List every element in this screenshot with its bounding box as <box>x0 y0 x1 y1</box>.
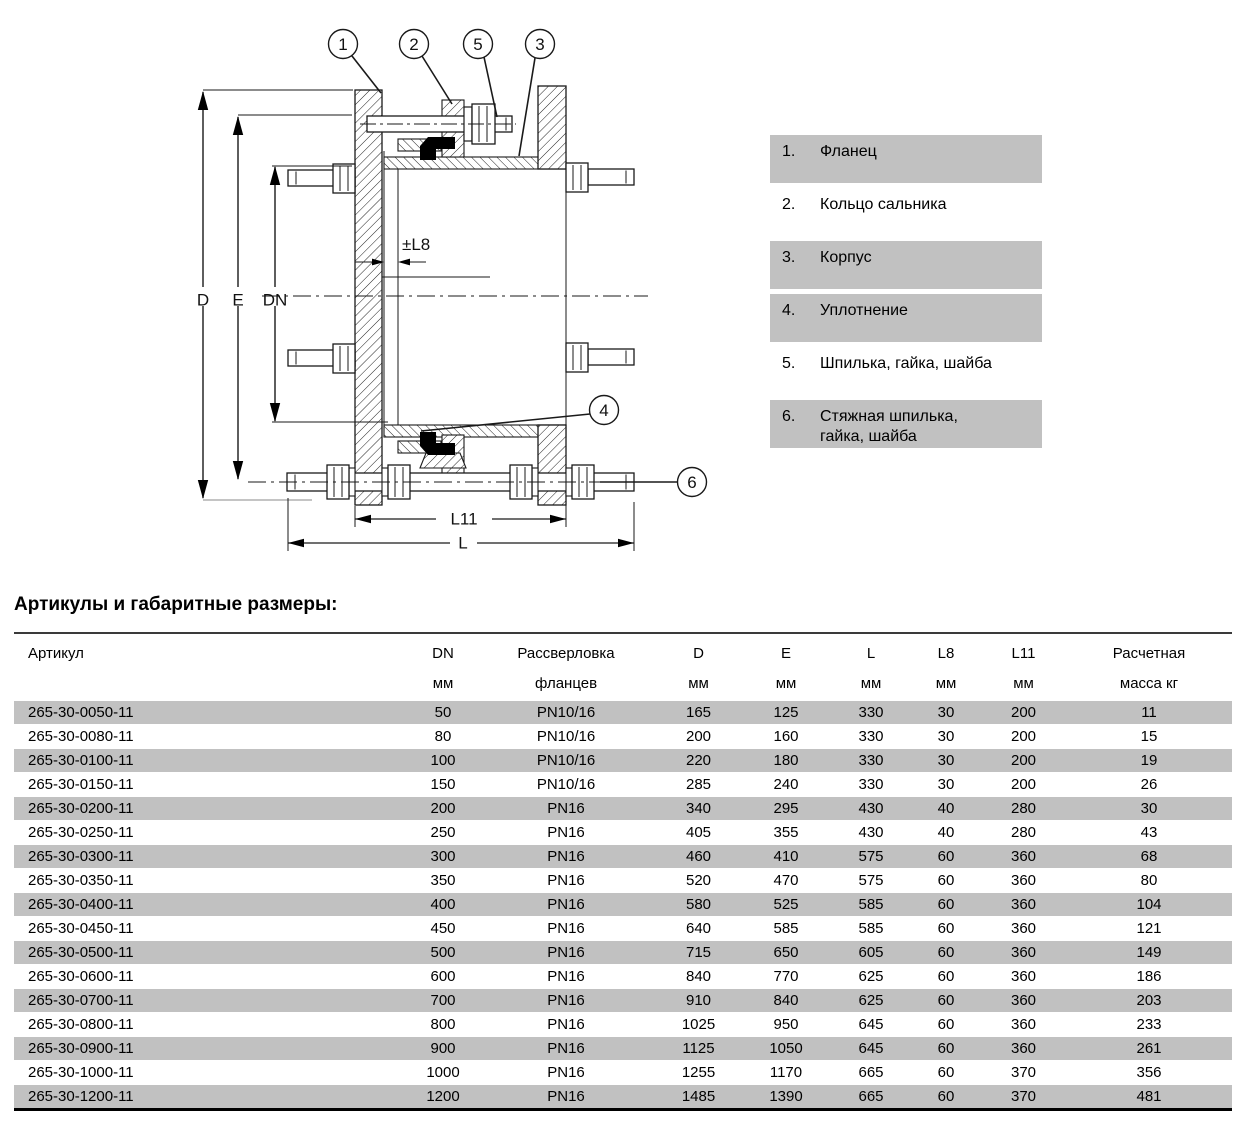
table-row <box>14 797 1232 821</box>
table-cell: 265-30-0080-11 <box>28 728 134 745</box>
table-cell: 360 <box>1010 920 1037 937</box>
table-cell: 910 <box>685 992 712 1009</box>
table-cell: 265-30-0900-11 <box>28 1040 134 1057</box>
table-cell: 60 <box>937 944 955 961</box>
table-cell: 295 <box>773 800 799 817</box>
table-cell: 840 <box>685 968 712 985</box>
table-cell: 125 <box>773 704 799 721</box>
table-cell: 360 <box>1010 1016 1037 1033</box>
table-cell: 500 <box>430 944 456 961</box>
table-row <box>14 821 1232 845</box>
table-cell: PN16 <box>547 968 585 985</box>
svg-text:DN: DN <box>262 290 288 310</box>
legend-item-number: 4. <box>782 302 796 319</box>
table-row <box>14 725 1232 749</box>
table-cell: 360 <box>1010 896 1037 913</box>
table-cell: 460 <box>685 848 712 865</box>
legend-item-number: 1. <box>782 143 796 160</box>
table-cell: 665 <box>858 1088 884 1105</box>
table-cell: 625 <box>858 968 884 985</box>
legend-item-2 <box>770 188 1042 236</box>
table-row <box>14 1061 1232 1085</box>
legend-item-3 <box>770 241 1042 289</box>
table-cell: PN16 <box>547 848 585 865</box>
table-cell: 203 <box>1136 992 1162 1009</box>
table-cell: 233 <box>1136 1016 1162 1033</box>
legend-item-label: Фланец <box>820 143 877 160</box>
table-cell: 950 <box>773 1016 799 1033</box>
table-cell: 360 <box>1010 1040 1037 1057</box>
table-cell: PN16 <box>547 800 585 817</box>
table-cell: 30 <box>937 728 955 745</box>
table-cell: 200 <box>1010 752 1037 769</box>
legend-item-4 <box>770 294 1042 342</box>
legend-item-label: Кольцо сальника <box>820 196 947 213</box>
table-cell: 330 <box>858 776 884 793</box>
table-cell: 60 <box>937 992 955 1009</box>
table-cell: 330 <box>858 728 884 745</box>
table-cell: 360 <box>1010 968 1037 985</box>
table-cell: 265-30-0050-11 <box>28 704 134 721</box>
table-cell: 165 <box>685 704 712 721</box>
table-cell: 60 <box>937 896 955 913</box>
column-header-mass: Расчетная масса кг <box>1112 645 1186 692</box>
column-header-artikul: Артикул <box>28 645 84 662</box>
table-title: Артикулы и габаритные размеры: <box>14 594 338 615</box>
table-cell: 355 <box>773 824 799 841</box>
table-cell: 15 <box>1140 728 1158 745</box>
table-cell: 200 <box>430 800 456 817</box>
table-cell: PN10/16 <box>536 728 596 745</box>
table-cell: 575 <box>858 848 884 865</box>
table-cell: PN10/16 <box>536 704 596 721</box>
dimensions-table <box>14 632 1232 1111</box>
table-cell: PN16 <box>547 872 585 889</box>
table-cell: 265-30-0400-11 <box>28 896 134 913</box>
legend-item-number: 5. <box>782 355 796 372</box>
column-header-l8: L8 мм <box>935 645 957 692</box>
table-cell: 450 <box>430 920 456 937</box>
table-cell: 1200 <box>426 1088 460 1105</box>
table-cell: 261 <box>1136 1040 1162 1057</box>
table-cell: 840 <box>773 992 799 1009</box>
table-cell: 11 <box>1141 704 1157 721</box>
table-cell: 265-30-0600-11 <box>28 968 134 985</box>
dismantling-joint-drawing <box>0 0 740 580</box>
table-cell: 50 <box>434 704 452 721</box>
table-cell: 625 <box>858 992 884 1009</box>
column-header-dn: DN мм <box>432 645 454 692</box>
table-cell: PN16 <box>547 896 585 913</box>
table-cell: 280 <box>1010 824 1037 841</box>
table-cell: 645 <box>858 1040 884 1057</box>
table-cell: 356 <box>1136 1064 1162 1081</box>
right-flange <box>538 86 566 505</box>
table-cell: 585 <box>858 896 884 913</box>
table-cell: 640 <box>685 920 712 937</box>
legend-item-label: Стяжная шпилька, гайка, шайба <box>820 408 958 445</box>
svg-text:L11: L11 <box>450 509 478 529</box>
table-cell: 60 <box>937 968 955 985</box>
table-row <box>14 1085 1232 1110</box>
table-cell: PN16 <box>547 992 585 1009</box>
flange-bolts <box>288 163 634 373</box>
callout-4: 4 <box>599 401 609 420</box>
table-cell: 665 <box>858 1064 884 1081</box>
legend-item-number: 3. <box>782 249 796 266</box>
table-cell: 60 <box>937 920 955 937</box>
table-cell: 150 <box>430 776 456 793</box>
table-cell: PN16 <box>547 1064 585 1081</box>
callout-3: 3 <box>535 35 545 54</box>
table-cell: 60 <box>937 1088 955 1105</box>
svg-text:±L8: ±L8 <box>402 235 431 254</box>
table-cell: 200 <box>685 728 712 745</box>
table-cell: 149 <box>1136 944 1162 961</box>
table-cell: 60 <box>937 848 955 865</box>
legend-item-1 <box>770 135 1042 183</box>
table-cell: 30 <box>1140 800 1158 817</box>
svg-text:E: E <box>232 290 244 310</box>
table-row <box>14 965 1232 989</box>
table-cell: 430 <box>858 800 884 817</box>
table-cell: 1025 <box>681 1016 716 1033</box>
table-cell: 30 <box>937 752 955 769</box>
table-cell: 370 <box>1010 1088 1037 1105</box>
table-cell: 285 <box>685 776 712 793</box>
table-cell: 265-30-0200-11 <box>28 800 134 817</box>
table-cell: 360 <box>1010 872 1037 889</box>
table-row <box>14 941 1232 965</box>
table-cell: 580 <box>685 896 712 913</box>
table-cell: 280 <box>1010 800 1037 817</box>
legend-item-5 <box>770 347 1042 395</box>
table-cell: 68 <box>1140 848 1158 865</box>
column-header-e: E мм <box>775 645 797 692</box>
table-cell: 1000 <box>426 1064 460 1081</box>
table-cell: 80 <box>434 728 452 745</box>
table-cell: 800 <box>430 1016 456 1033</box>
table-cell: 400 <box>430 896 456 913</box>
svg-text:L: L <box>458 533 468 553</box>
table-cell: 265-30-1000-11 <box>28 1064 134 1081</box>
table-cell: 265-30-0800-11 <box>28 1016 134 1033</box>
table-cell: 265-30-1200-11 <box>28 1088 134 1105</box>
dimension-L11 <box>355 504 566 528</box>
table-cell: 26 <box>1140 776 1158 793</box>
table-cell: 1050 <box>769 1040 803 1057</box>
table-cell: 360 <box>1010 944 1037 961</box>
table-cell: 40 <box>937 800 955 817</box>
table-cell: 900 <box>430 1040 456 1057</box>
table-cell: 200 <box>1010 728 1037 745</box>
table-cell: 525 <box>773 896 799 913</box>
legend-item-6 <box>770 400 1042 448</box>
table-cell: 585 <box>773 920 799 937</box>
column-header-l11: L11 мм <box>1011 645 1036 692</box>
table-cell: 520 <box>685 872 712 889</box>
table-cell: 121 <box>1136 920 1162 937</box>
table-cell: PN16 <box>547 824 585 841</box>
table-body <box>14 701 1232 1110</box>
table-cell: 265-30-0450-11 <box>28 920 134 937</box>
table-cell: 1125 <box>682 1040 715 1057</box>
legend-item-number: 6. <box>782 408 796 425</box>
table-row <box>14 773 1232 797</box>
table-cell: 1485 <box>681 1088 716 1105</box>
table-cell: PN10/16 <box>536 752 596 769</box>
table-cell: 186 <box>1136 968 1162 985</box>
column-header-l: L мм <box>860 645 882 692</box>
column-header-drilling: Рассверловка фланцев <box>517 645 615 692</box>
table-cell: 360 <box>1010 992 1037 1009</box>
table-cell: 43 <box>1140 824 1158 841</box>
parts-legend <box>770 135 1042 453</box>
table-cell: 104 <box>1136 896 1162 913</box>
table-cell: 240 <box>773 776 799 793</box>
table-cell: 220 <box>685 752 712 769</box>
table-header-row <box>14 633 1232 701</box>
table-cell: PN16 <box>547 1016 585 1033</box>
table-cell: 1255 <box>681 1064 716 1081</box>
callout-2: 2 <box>409 35 419 54</box>
table-cell: 200 <box>1010 704 1037 721</box>
table-cell: 300 <box>430 848 456 865</box>
svg-text:D: D <box>196 290 210 310</box>
table-cell: 330 <box>858 752 884 769</box>
table-cell: 265-30-0250-11 <box>28 824 134 841</box>
table-cell: 60 <box>937 1064 955 1081</box>
table-row <box>14 701 1232 725</box>
table-cell: 160 <box>773 728 799 745</box>
table-cell: 585 <box>858 920 884 937</box>
table-cell: 715 <box>685 944 712 961</box>
table-cell: 200 <box>1010 776 1037 793</box>
table-row <box>14 1013 1232 1037</box>
table-cell: 265-30-0500-11 <box>28 944 134 961</box>
table-row <box>14 845 1232 869</box>
table-row <box>14 917 1232 941</box>
table-cell: 370 <box>1010 1064 1037 1081</box>
table-cell: PN16 <box>547 1040 585 1057</box>
callout-5: 5 <box>473 35 483 54</box>
table-cell: PN10/16 <box>536 776 596 793</box>
table-cell: 645 <box>858 1016 884 1033</box>
table-row <box>14 749 1232 773</box>
table-cell: 1390 <box>769 1088 803 1105</box>
table-cell: 600 <box>430 968 456 985</box>
table-cell: 30 <box>937 704 955 721</box>
table-row <box>14 869 1232 893</box>
table-cell: 250 <box>430 824 456 841</box>
legend-item-label: Уплотнение <box>820 302 908 319</box>
table-cell: 265-30-0100-11 <box>28 752 134 769</box>
table-cell: 360 <box>1010 848 1037 865</box>
table-cell: 180 <box>773 752 799 769</box>
table-row <box>14 893 1232 917</box>
table-cell: 770 <box>773 968 799 985</box>
table-cell: 30 <box>937 776 955 793</box>
table-cell: 19 <box>1140 752 1158 769</box>
table-cell: PN16 <box>547 944 585 961</box>
legend-item-label: Шпилька, гайка, шайба <box>820 355 992 372</box>
table-cell: 330 <box>858 704 884 721</box>
column-header-d: D мм <box>688 645 709 692</box>
table-cell: 265-30-0150-11 <box>28 776 134 793</box>
table-cell: 430 <box>858 824 884 841</box>
table-cell: 1170 <box>769 1064 803 1081</box>
table-cell: 410 <box>773 848 799 865</box>
table-row <box>14 989 1232 1013</box>
table-cell: 605 <box>858 944 884 961</box>
legend-item-label: Корпус <box>820 249 872 266</box>
table-cell: 405 <box>685 824 712 841</box>
table-cell: 40 <box>937 824 955 841</box>
table-cell: 60 <box>937 1016 955 1033</box>
table-cell: 265-30-0300-11 <box>28 848 134 865</box>
legend-item-number: 2. <box>782 196 796 213</box>
table-cell: 340 <box>685 800 712 817</box>
table-cell: 481 <box>1136 1088 1162 1105</box>
table-cell: 700 <box>430 992 456 1009</box>
table-cell: 265-30-0700-11 <box>28 992 134 1009</box>
table-cell: 575 <box>858 872 884 889</box>
left-flange <box>355 90 382 505</box>
callout-1: 1 <box>338 35 348 54</box>
table-cell: 650 <box>773 944 799 961</box>
table-cell: PN16 <box>547 1088 585 1105</box>
table-cell: 60 <box>937 1040 955 1057</box>
table-cell: 100 <box>430 752 456 769</box>
table-cell: 470 <box>773 872 799 889</box>
table-cell: PN16 <box>547 920 585 937</box>
callout-6: 6 <box>687 473 697 492</box>
table-cell: 265-30-0350-11 <box>28 872 134 889</box>
table-row <box>14 1037 1232 1061</box>
table-cell: 60 <box>937 872 955 889</box>
table-cell: 350 <box>430 872 456 889</box>
table-cell: 80 <box>1140 872 1158 889</box>
